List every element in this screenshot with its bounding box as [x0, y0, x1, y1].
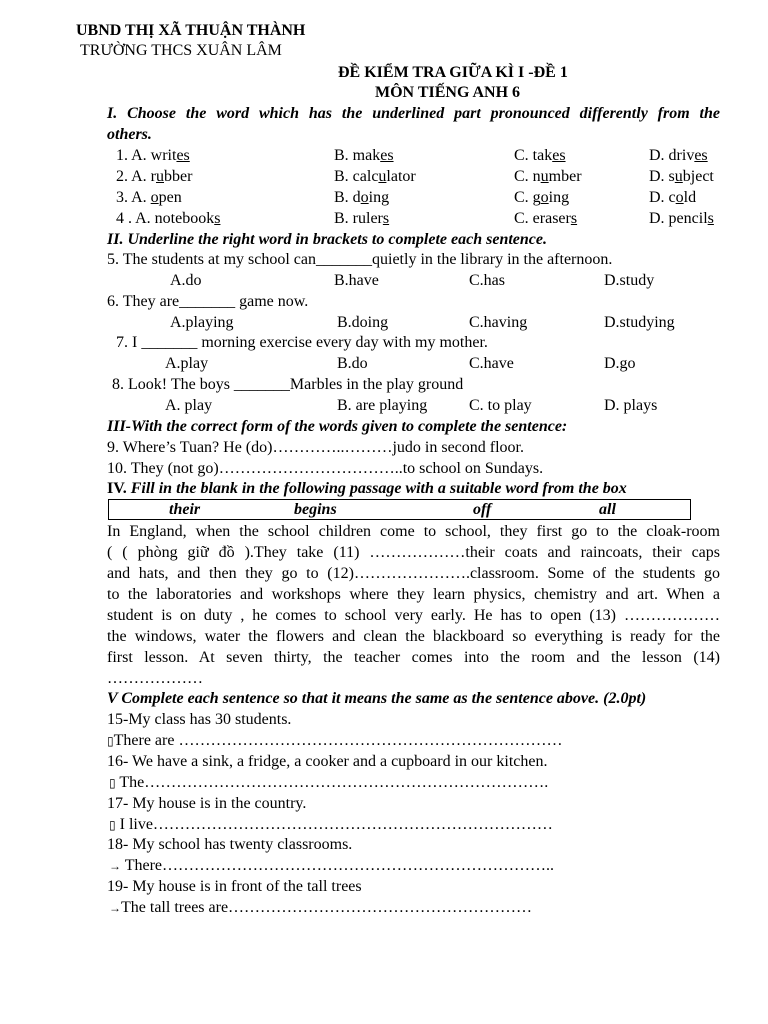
q1-option-d: D. drives	[649, 147, 708, 164]
passage-line: and hats, and then they go to (12)………………….classroom. Some of the students go	[107, 565, 720, 582]
q1-option-c: C. takes	[514, 147, 566, 164]
answer-17: ▯ I live…………………………………………………………………	[109, 816, 553, 833]
section1-title: I. Choose the word which has the underlined part pronounced differently from the	[107, 105, 720, 122]
q6-option-a: A.playing	[170, 314, 234, 331]
q6-option-d: D.studying	[604, 314, 675, 331]
q3-option-d: D. cold	[649, 189, 697, 206]
word-box-item: off	[473, 501, 492, 518]
exam-title: ĐỀ KIỂM TRA GIỮA KÌ I -ĐỀ 1	[338, 64, 568, 81]
q2-option-d: D. subject	[649, 168, 714, 185]
section2-title: II. Underline the right word in brackets to complete each sentence.	[107, 231, 547, 248]
q7-option-b: B.do	[337, 355, 368, 372]
section3-title: III-With the correct form of the words given to complete the sentence:	[107, 418, 568, 435]
passage-line: In England, when the school children come to school, they first go to the cloak-room	[107, 523, 720, 540]
subject-title: MÔN TIẾNG ANH 6	[375, 84, 521, 101]
q2-option-b: B. calculator	[334, 168, 416, 185]
word-box-item: begins	[294, 501, 337, 518]
q3-option-b: B. doing	[334, 189, 390, 206]
word-box	[108, 499, 691, 520]
answer-15: ▯There are ………………………………………………………………	[107, 732, 563, 749]
q4-option-c: C. erasers	[514, 210, 578, 227]
q8-option-c: C. to play	[469, 397, 532, 414]
section4-title: IV. Fill in the blank in the following passage with a suitable word from the box	[107, 480, 627, 497]
passage-line: ( ( phòng giữ đồ ).They take (11) ………………their coats and raincoats, their caps	[107, 544, 720, 561]
q6-option-c: C.having	[469, 314, 528, 331]
question-5: 5. The students at my school can_______quietly in the library in the afternoon.	[107, 251, 613, 268]
q3-option-a: 3. A. open	[116, 189, 182, 206]
q5-option-b: B.have	[334, 272, 379, 289]
arrow-icon: ▯	[107, 734, 114, 748]
q5-option-c: C.has	[469, 272, 505, 289]
arrow-icon: →	[109, 901, 121, 915]
q2-option-a: 2. A. rubber	[116, 168, 193, 185]
arrow-icon: ▯	[109, 776, 116, 790]
q4-option-d: D. pencils	[649, 210, 714, 227]
question-10: 10. They (not go)……………………………..to school on Sundays.	[107, 460, 544, 477]
word-box-item: their	[169, 501, 201, 518]
answer-19: →The tall trees are…………………………………………………	[109, 899, 533, 916]
answer-16: ▯ The………………………………………………………………….	[109, 774, 549, 791]
question-16: 16- We have a sink, a fridge, a cooker and a cupboard in our kitchen.	[107, 753, 548, 770]
question-18: 18- My school has twenty classrooms.	[107, 836, 353, 853]
arrow-icon: →	[109, 859, 121, 873]
q2-option-c: C. number	[514, 168, 582, 185]
question-7: 7. I _______ morning exercise every day with my mother.	[116, 334, 488, 351]
school-name: TRƯỜNG THCS XUÂN LÂM	[80, 42, 282, 59]
q3-option-c: C. going	[514, 189, 570, 206]
q5-option-a: A.do	[170, 272, 202, 289]
authority-name: UBND THỊ XÃ THUẬN THÀNH	[76, 22, 306, 39]
q8-option-b: B. are playing	[337, 397, 428, 414]
q7-option-d: D.go	[604, 355, 636, 372]
question-9: 9. Where’s Tuan? He (do)…………..………judo in second floor.	[107, 439, 524, 456]
q8-option-a: A. play	[165, 397, 213, 414]
q7-option-a: A.play	[165, 355, 209, 372]
question-19: 19- My house is in front of the tall trees	[107, 878, 362, 895]
section1-title-cont: others.	[107, 126, 152, 143]
passage-line: the windows, water the flowers and clean the blackboard so everything is ready for the	[107, 628, 720, 645]
passage-line: student is on duty , he comes to school very early. He has to open (13) ………………	[107, 607, 720, 624]
q4-option-a: 4 . A. notebooks	[116, 210, 221, 227]
q1-option-b: B. makes	[334, 147, 394, 164]
question-6: 6. They are_______ game now.	[107, 293, 309, 310]
passage-line: to the laboratories and workshops where they learn physics, chemistry and art. When a	[107, 586, 720, 603]
passage-line: ………………	[107, 670, 203, 687]
q7-option-c: C.have	[469, 355, 514, 372]
section5-title: V Complete each sentence so that it means the same as the sentence above. (2.0pt)	[107, 690, 647, 707]
question-15: 15-My class has 30 students.	[107, 711, 292, 728]
passage-line: first lesson. At seven thirty, the teacher comes into the room and the lesson (14)	[107, 649, 720, 666]
word-box-item: all	[599, 501, 616, 518]
q8-option-d: D. plays	[604, 397, 658, 414]
question-17: 17- My house is in the country.	[107, 795, 307, 812]
arrow-icon: ▯	[109, 818, 116, 832]
answer-18: → There………………………………………………………………..	[109, 857, 555, 874]
q6-option-b: B.doing	[337, 314, 389, 331]
q5-option-d: D.study	[604, 272, 655, 289]
q1-option-a: 1. A. writes	[116, 147, 190, 164]
q4-option-b: B. rulers	[334, 210, 390, 227]
question-8: 8. Look! The boys _______Marbles in the play ground	[112, 376, 464, 393]
